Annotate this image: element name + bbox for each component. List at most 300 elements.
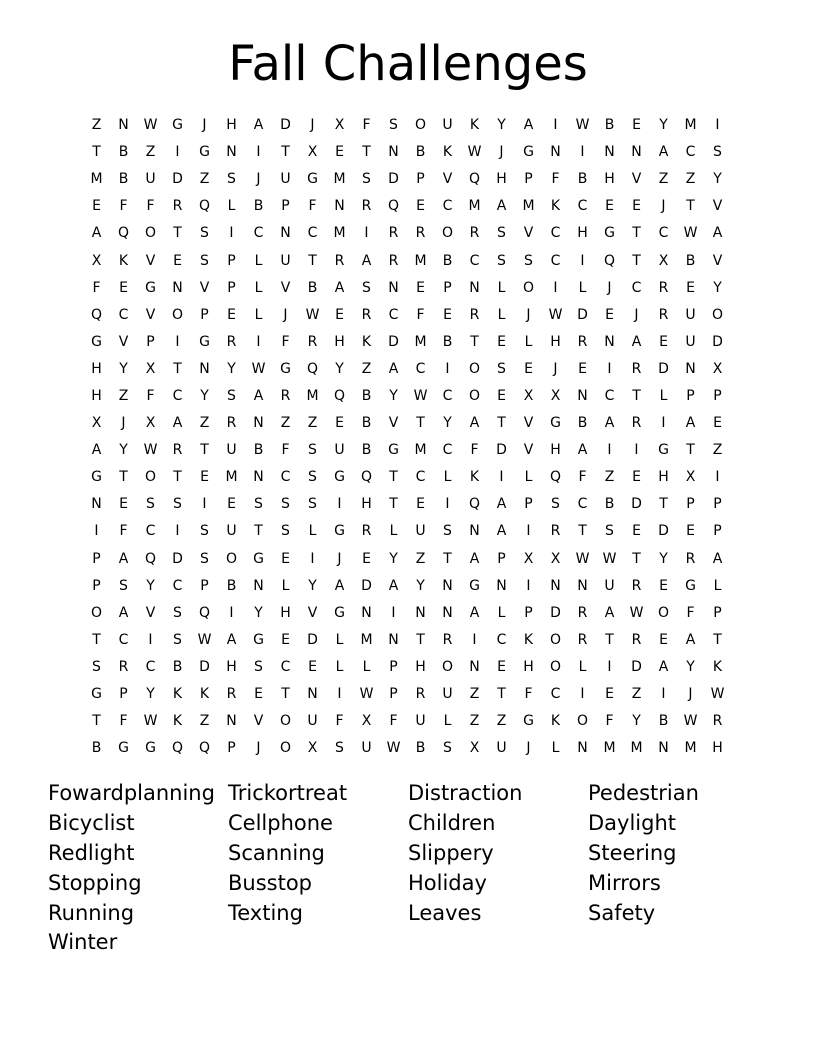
grid-letter: U <box>280 252 291 269</box>
grid-letter: I <box>472 631 477 648</box>
grid-letter: D <box>712 333 723 350</box>
grid-letter: X <box>145 415 156 432</box>
grid-letter: C <box>550 225 561 242</box>
grid-letter: E <box>578 360 587 377</box>
grid-letter: X <box>91 252 102 269</box>
grid-letter: P <box>713 604 722 621</box>
grid-letter: U <box>226 442 237 459</box>
grid-letter: E <box>605 306 614 323</box>
grid-letter: T <box>470 333 479 350</box>
grid-letter: A <box>253 117 264 134</box>
grid-letter: V <box>523 442 534 459</box>
grid-letter: B <box>577 171 588 188</box>
grid-letter: N <box>658 740 669 757</box>
grid-row <box>83 247 731 274</box>
grid-letter: M <box>360 631 373 648</box>
grid-letter: F <box>146 198 155 215</box>
grid-letter: Z <box>118 387 129 404</box>
grid-letter: I <box>364 225 369 242</box>
grid-letter: Q <box>198 604 211 621</box>
word-bank-item: Scanning <box>228 840 325 865</box>
grid-letter: U <box>415 523 426 540</box>
grid-letter: B <box>118 171 129 188</box>
grid-letter: I <box>337 496 342 513</box>
grid-letter: Q <box>468 171 481 188</box>
grid-letter: X <box>658 252 669 269</box>
grid-letter: N <box>253 415 264 432</box>
grid-letter: I <box>310 550 315 567</box>
grid-letter: W <box>575 550 590 567</box>
grid-letter: F <box>524 686 533 703</box>
grid-letter: S <box>200 252 209 269</box>
grid-letter: Z <box>496 713 507 730</box>
grid-letter: J <box>283 306 288 323</box>
grid-letter: I <box>580 686 585 703</box>
grid-letter: O <box>576 713 589 730</box>
grid-letter: V <box>523 415 534 432</box>
grid-letter: R <box>631 360 642 377</box>
grid-letter: F <box>281 442 290 459</box>
grid-letter: P <box>227 740 236 757</box>
grid-letter: P <box>200 577 209 594</box>
grid-letter: Y <box>227 360 236 377</box>
grid-letter: X <box>685 469 696 486</box>
grid-letter: P <box>443 279 452 296</box>
grid-letter: A <box>604 604 615 621</box>
grid-letter: G <box>334 604 345 621</box>
word-bank <box>48 779 768 958</box>
grid-letter: J <box>607 279 612 296</box>
grid-letter: A <box>658 144 669 161</box>
grid-letter: O <box>522 279 535 296</box>
grid-letter: X <box>712 360 723 377</box>
grid-letter: W <box>251 360 266 377</box>
grid-letter: G <box>388 442 399 459</box>
grid-letter: G <box>604 225 615 242</box>
grid-letter: E <box>497 333 506 350</box>
grid-letter: Z <box>145 144 156 161</box>
grid-letter: W <box>629 604 644 621</box>
grid-letter: A <box>388 577 399 594</box>
grid-letter: S <box>200 550 209 567</box>
grid-letter: S <box>173 631 182 648</box>
grid-letter: T <box>173 225 182 242</box>
grid-letter: T <box>389 496 398 513</box>
grid-letter: O <box>90 604 103 621</box>
grid-letter: V <box>145 306 156 323</box>
grid-letter: S <box>605 523 614 540</box>
grid-letter: D <box>577 306 588 323</box>
grid-letter: J <box>634 306 639 323</box>
grid-letter: F <box>119 713 128 730</box>
grid-letter: R <box>118 658 129 675</box>
grid-letter: D <box>172 550 183 567</box>
grid-letter: K <box>550 713 561 730</box>
grid-letter: Y <box>119 360 128 377</box>
grid-row <box>83 518 731 545</box>
grid-letter: P <box>497 550 506 567</box>
grid-letter: Y <box>200 387 209 404</box>
grid-letter: M <box>414 252 427 269</box>
grid-letter: C <box>145 658 156 675</box>
grid-letter: V <box>145 604 156 621</box>
grid-letter: Z <box>469 686 480 703</box>
grid-letter: R <box>631 415 642 432</box>
grid-letter: B <box>253 442 264 459</box>
grid-letter: D <box>631 658 642 675</box>
grid-letter: R <box>631 631 642 648</box>
grid-letter: Y <box>146 577 155 594</box>
grid-letter: G <box>199 144 210 161</box>
grid-letter: R <box>226 415 237 432</box>
grid-letter: E <box>335 306 344 323</box>
grid-letter: K <box>199 686 210 703</box>
grid-letter: H <box>712 740 723 757</box>
grid-letter: Z <box>415 550 426 567</box>
grid-letter: I <box>715 117 720 134</box>
grid-letter: L <box>659 387 668 404</box>
grid-letter: Z <box>604 469 615 486</box>
grid-letter: E <box>443 306 452 323</box>
grid-letter: S <box>92 658 101 675</box>
grid-letter: J <box>310 117 315 134</box>
grid-letter: G <box>91 333 102 350</box>
grid-letter: B <box>118 144 129 161</box>
grid-letter: V <box>523 225 534 242</box>
grid-letter: N <box>307 686 318 703</box>
grid-letter: Q <box>333 387 346 404</box>
word-bank-item: Children <box>408 810 496 835</box>
grid-letter: G <box>253 631 264 648</box>
grid-letter: K <box>469 469 480 486</box>
grid-letter: I <box>553 117 558 134</box>
grid-letter: T <box>578 523 587 540</box>
grid-letter: X <box>550 387 561 404</box>
grid-letter: A <box>712 550 723 567</box>
grid-letter: L <box>443 713 452 730</box>
grid-letter: B <box>361 387 372 404</box>
grid-letter: B <box>253 198 264 215</box>
grid-letter: N <box>469 523 480 540</box>
grid-letter: A <box>496 198 507 215</box>
grid-letter: A <box>361 252 372 269</box>
grid-letter: N <box>253 577 264 594</box>
grid-letter: B <box>604 496 615 513</box>
grid-letter: E <box>92 198 101 215</box>
grid-letter: S <box>308 496 317 513</box>
grid-letter: O <box>225 550 238 567</box>
grid-row <box>83 139 731 166</box>
grid-letter: R <box>361 306 372 323</box>
grid-letter: B <box>361 415 372 432</box>
grid-letter: A <box>118 550 129 567</box>
grid-letter: P <box>92 550 101 567</box>
grid-letter: T <box>281 686 290 703</box>
grid-letter: R <box>658 306 669 323</box>
grid-letter: H <box>550 333 561 350</box>
grid-letter: P <box>146 333 155 350</box>
grid-letter: S <box>173 496 182 513</box>
grid-letter: L <box>524 333 533 350</box>
grid-letter: N <box>388 279 399 296</box>
grid-letter: H <box>550 442 561 459</box>
grid-letter: O <box>549 631 562 648</box>
grid-letter: P <box>119 686 128 703</box>
grid-letter: F <box>281 333 290 350</box>
grid-letter: G <box>145 740 156 757</box>
grid-letter: A <box>631 333 642 350</box>
grid-letter: E <box>416 496 425 513</box>
grid-letter: R <box>685 550 696 567</box>
grid-letter: A <box>658 658 669 675</box>
grid-letter: K <box>442 144 453 161</box>
grid-letter: R <box>550 523 561 540</box>
grid-letter: I <box>202 496 207 513</box>
grid-letter: S <box>119 577 128 594</box>
word-bank-item: Fowardplanning <box>48 781 215 805</box>
grid-letter: V <box>631 171 642 188</box>
grid-letter: A <box>118 604 129 621</box>
grid-letter: R <box>361 523 372 540</box>
grid-letter: N <box>577 577 588 594</box>
grid-letter: Y <box>389 550 398 567</box>
grid-letter: S <box>281 523 290 540</box>
grid-letter: N <box>226 144 237 161</box>
grid-letter: P <box>524 604 533 621</box>
grid-letter: P <box>227 252 236 269</box>
grid-letter: C <box>388 306 399 323</box>
grid-row <box>83 627 731 654</box>
grid-letter: Y <box>119 442 128 459</box>
grid-letter: E <box>659 631 668 648</box>
grid-letter: N <box>550 144 561 161</box>
word-bank-item: Slippery <box>408 840 494 865</box>
grid-letter: N <box>604 333 615 350</box>
word-bank-item: Pedestrian <box>588 781 699 805</box>
grid-letter: C <box>118 306 129 323</box>
word-bank-item: Mirrors <box>588 870 661 895</box>
grid-row <box>83 491 731 518</box>
grid-letter: J <box>337 550 342 567</box>
grid-letter: R <box>307 333 318 350</box>
grid-letter: E <box>605 686 614 703</box>
grid-letter: O <box>171 306 184 323</box>
grid-letter: T <box>632 387 641 404</box>
grid-letter: D <box>658 523 669 540</box>
grid-letter: A <box>712 225 723 242</box>
grid-letter: P <box>227 279 236 296</box>
grid-letter: U <box>415 713 426 730</box>
grid-letter: F <box>362 117 371 134</box>
grid-letter: N <box>280 225 291 242</box>
grid-letter: P <box>416 171 425 188</box>
grid-letter: V <box>253 713 264 730</box>
grid-letter: I <box>607 360 612 377</box>
grid-letter: C <box>496 631 507 648</box>
grid-letter: I <box>175 523 180 540</box>
grid-letter: C <box>658 225 669 242</box>
grid-letter: J <box>256 740 261 757</box>
grid-letter: G <box>253 550 264 567</box>
grid-letter: N <box>577 740 588 757</box>
word-bank-item: Distraction <box>408 781 523 805</box>
grid-letter: A <box>91 225 102 242</box>
grid-letter: C <box>415 469 426 486</box>
grid-letter: O <box>657 604 670 621</box>
grid-letter: T <box>281 144 290 161</box>
grid-letter: C <box>550 686 561 703</box>
grid-letter: G <box>172 117 183 134</box>
grid-letter: G <box>469 577 480 594</box>
grid-letter: L <box>578 658 587 675</box>
grid-letter: R <box>658 279 669 296</box>
grid-letter: H <box>604 171 615 188</box>
grid-letter: U <box>226 523 237 540</box>
grid-letter: C <box>550 252 561 269</box>
grid-letter: W <box>386 740 401 757</box>
grid-letter: C <box>145 523 156 540</box>
grid-row <box>83 166 731 193</box>
grid-letter: E <box>281 631 290 648</box>
grid-row <box>83 383 731 410</box>
grid-letter: Y <box>713 171 722 188</box>
grid-letter: I <box>229 225 234 242</box>
grid-letter: C <box>280 469 291 486</box>
grid-letter: P <box>713 387 722 404</box>
word-bank-item: Holiday <box>408 870 487 895</box>
grid-letter: A <box>334 577 345 594</box>
grid-letter: Y <box>416 577 425 594</box>
grid-letter: N <box>172 279 183 296</box>
grid-letter: G <box>523 144 534 161</box>
grid-letter: L <box>362 658 371 675</box>
word-bank-item: Texting <box>228 900 303 925</box>
grid-letter: P <box>92 577 101 594</box>
grid-letter: F <box>92 279 101 296</box>
grid-letter: P <box>686 387 695 404</box>
grid-letter: P <box>524 496 533 513</box>
word-bank-item: Winter <box>48 930 118 955</box>
grid-letter: F <box>686 604 695 621</box>
grid-letter: T <box>92 631 101 648</box>
grid-letter: O <box>468 360 481 377</box>
grid-letter: N <box>334 198 345 215</box>
grid-row <box>83 573 731 600</box>
grid-letter: T <box>632 252 641 269</box>
grid-letter: L <box>281 577 290 594</box>
grid-letter: T <box>92 713 101 730</box>
grid-letter: O <box>468 387 481 404</box>
grid-letter: M <box>225 469 238 486</box>
word-bank-item: Bicyclist <box>48 810 135 835</box>
grid-letter: J <box>526 306 531 323</box>
grid-letter: Z <box>199 713 210 730</box>
grid-letter: U <box>442 117 453 134</box>
grid-letter: D <box>388 171 399 188</box>
grid-letter: M <box>684 740 697 757</box>
grid-row <box>83 220 731 247</box>
grid-letter: S <box>443 740 452 757</box>
grid-row <box>83 437 731 464</box>
grid-letter: Q <box>198 740 211 757</box>
grid-letter: N <box>415 604 426 621</box>
grid-letter: U <box>280 171 291 188</box>
grid-letter: G <box>280 360 291 377</box>
grid-letter: X <box>91 415 102 432</box>
grid-letter: Q <box>198 198 211 215</box>
grid-letter: U <box>604 577 615 594</box>
grid-letter: W <box>683 713 698 730</box>
grid-letter: E <box>200 469 209 486</box>
grid-letter: R <box>226 333 237 350</box>
grid-letter: L <box>254 279 263 296</box>
grid-letter: I <box>175 333 180 350</box>
grid-letter: A <box>523 117 534 134</box>
grid-letter: E <box>659 577 668 594</box>
grid-letter: B <box>361 442 372 459</box>
grid-letter: E <box>524 360 533 377</box>
grid-letter: E <box>362 550 371 567</box>
grid-letter: Y <box>659 117 668 134</box>
grid-letter: E <box>254 686 263 703</box>
grid-letter: J <box>553 360 558 377</box>
grid-letter: G <box>334 469 345 486</box>
grid-letter: B <box>442 333 453 350</box>
grid-letter: I <box>391 604 396 621</box>
grid-letter: I <box>715 469 720 486</box>
grid-letter: T <box>659 496 668 513</box>
grid-letter: Q <box>387 198 400 215</box>
grid-letter: V <box>712 198 723 215</box>
grid-letter: W <box>467 144 482 161</box>
grid-letter: E <box>686 523 695 540</box>
grid-letter: G <box>118 740 129 757</box>
grid-letter: L <box>308 523 317 540</box>
grid-letter: A <box>469 604 480 621</box>
grid-letter: B <box>415 740 426 757</box>
word-bank-item: Safety <box>588 900 656 925</box>
grid-letter: L <box>254 306 263 323</box>
grid-letter: T <box>605 631 614 648</box>
grid-letter: A <box>253 387 264 404</box>
grid-row <box>83 275 731 302</box>
grid-letter: S <box>146 496 155 513</box>
grid-letter: C <box>172 387 183 404</box>
grid-letter: C <box>415 360 426 377</box>
grid-letter: E <box>227 496 236 513</box>
grid-letter: I <box>580 144 585 161</box>
grid-row <box>83 654 731 681</box>
grid-letter: A <box>172 415 183 432</box>
grid-letter: M <box>333 225 346 242</box>
grid-letter: V <box>388 415 399 432</box>
grid-letter: E <box>659 333 668 350</box>
grid-letter: W <box>359 686 374 703</box>
grid-letter: T <box>632 225 641 242</box>
grid-letter: O <box>279 740 292 757</box>
grid-letter: Z <box>469 713 480 730</box>
grid-letter: B <box>91 740 102 757</box>
grid-letter: E <box>686 279 695 296</box>
grid-letter: N <box>226 713 237 730</box>
grid-letter: W <box>305 306 320 323</box>
grid-letter: A <box>469 550 480 567</box>
grid-letter: G <box>145 279 156 296</box>
word-bank-item: Stopping <box>48 870 142 895</box>
grid-letter: U <box>496 740 507 757</box>
grid-letter: X <box>523 387 534 404</box>
grid-letter: B <box>442 252 453 269</box>
